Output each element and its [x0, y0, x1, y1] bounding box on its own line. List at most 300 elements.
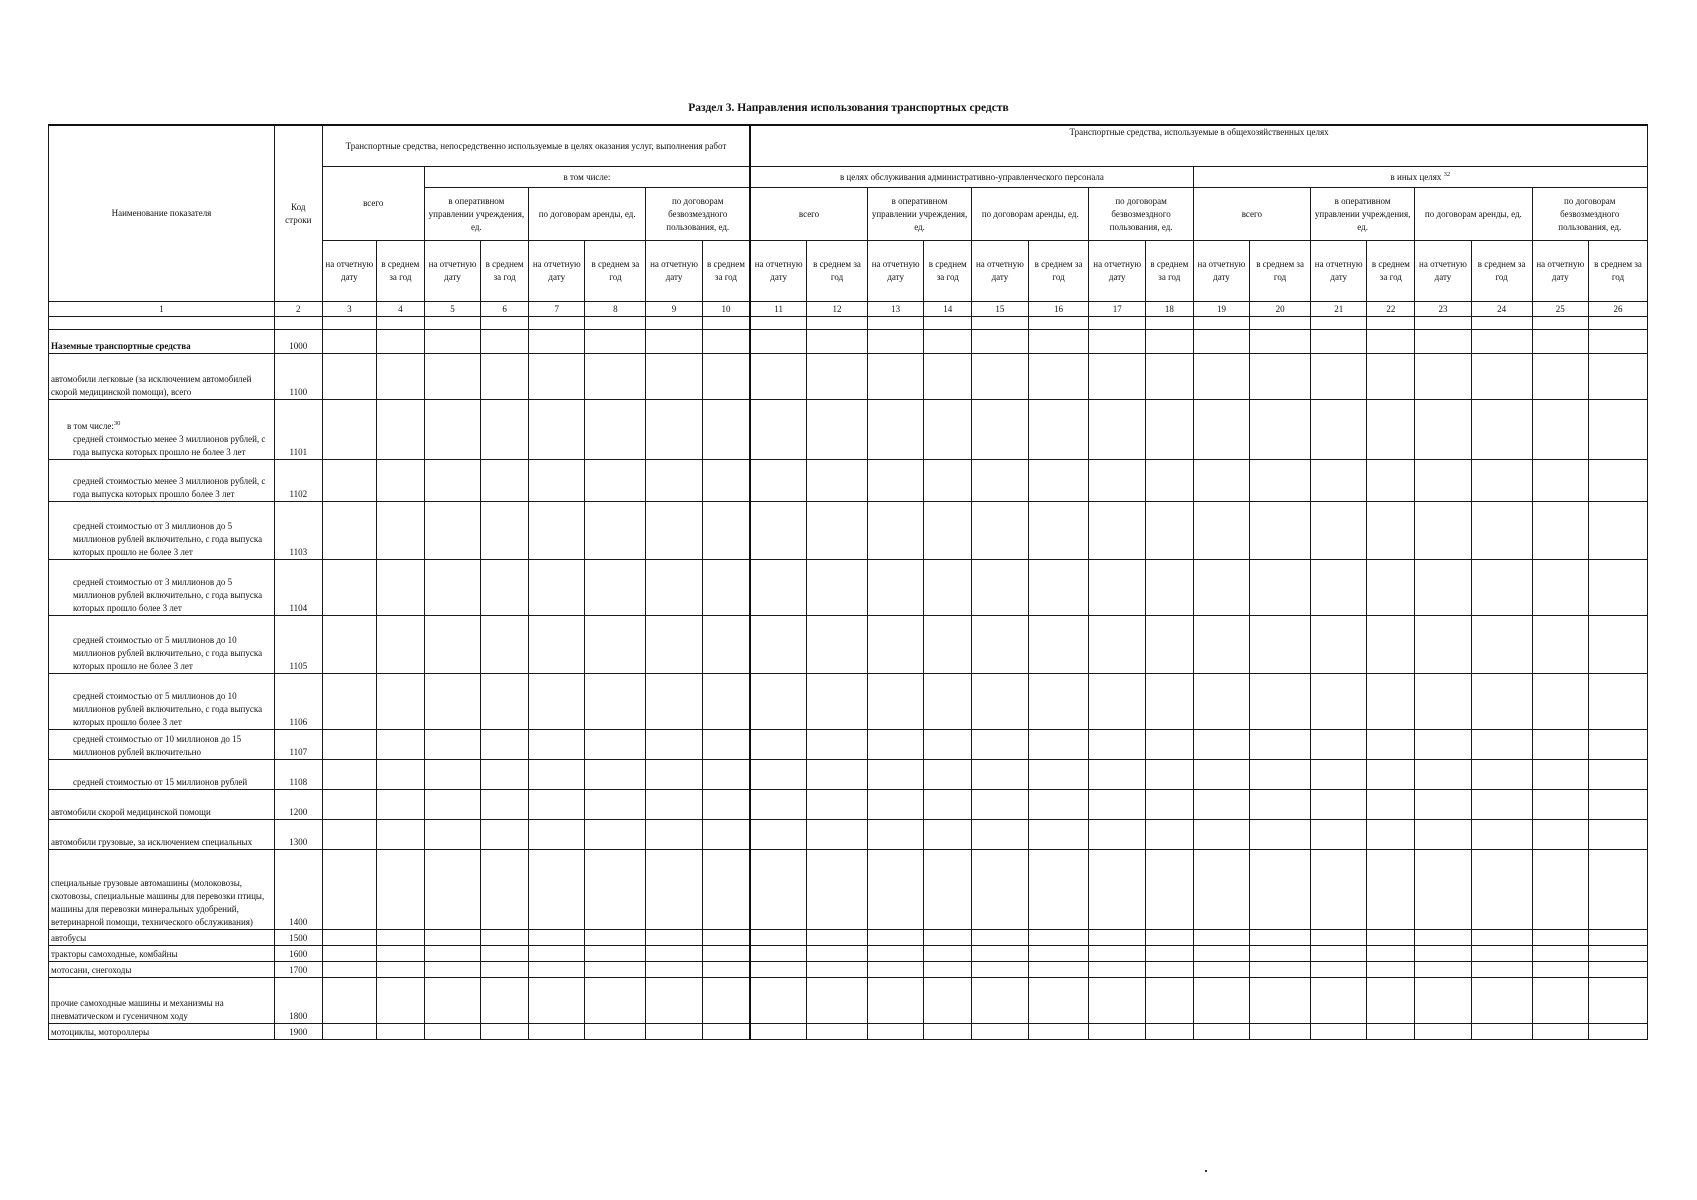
data-cell[interactable]	[585, 760, 646, 790]
data-cell[interactable]	[1471, 930, 1532, 946]
data-cell[interactable]	[807, 978, 868, 1024]
data-cell[interactable]	[1588, 460, 1647, 502]
data-cell[interactable]	[376, 962, 424, 978]
data-cell[interactable]	[1310, 1024, 1366, 1040]
data-cell[interactable]	[646, 730, 702, 760]
data-cell[interactable]	[1089, 1024, 1145, 1040]
data-cell[interactable]	[1028, 978, 1089, 1024]
data-cell[interactable]	[529, 850, 585, 930]
data-cell[interactable]	[481, 946, 529, 962]
data-cell[interactable]	[867, 616, 923, 674]
data-cell[interactable]	[529, 930, 585, 946]
data-cell[interactable]	[750, 760, 806, 790]
data-cell[interactable]	[529, 790, 585, 820]
data-cell[interactable]	[702, 962, 750, 978]
data-cell[interactable]	[807, 616, 868, 674]
data-cell[interactable]	[529, 820, 585, 850]
data-cell[interactable]	[1145, 760, 1193, 790]
data-cell[interactable]	[1471, 962, 1532, 978]
data-cell[interactable]	[1367, 790, 1415, 820]
data-cell[interactable]	[1588, 760, 1647, 790]
data-cell[interactable]	[1028, 400, 1089, 460]
data-cell[interactable]	[322, 460, 376, 502]
data-cell[interactable]	[376, 616, 424, 674]
data-cell[interactable]	[1310, 978, 1366, 1024]
data-cell[interactable]	[376, 978, 424, 1024]
data-cell[interactable]	[1415, 790, 1471, 820]
data-cell[interactable]	[807, 400, 868, 460]
data-cell[interactable]	[750, 502, 806, 560]
data-cell[interactable]	[972, 502, 1028, 560]
data-cell[interactable]	[1145, 790, 1193, 820]
data-cell[interactable]	[1310, 354, 1366, 400]
data-cell[interactable]	[1415, 502, 1471, 560]
data-cell[interactable]	[972, 790, 1028, 820]
data-cell[interactable]	[1310, 790, 1366, 820]
data-cell[interactable]	[867, 760, 923, 790]
data-cell[interactable]	[1250, 850, 1311, 930]
data-cell[interactable]	[322, 850, 376, 930]
data-cell[interactable]	[1250, 730, 1311, 760]
data-cell[interactable]	[1193, 962, 1249, 978]
data-cell[interactable]	[481, 330, 529, 354]
data-cell[interactable]	[1193, 730, 1249, 760]
data-cell[interactable]	[1310, 502, 1366, 560]
data-cell[interactable]	[867, 560, 923, 616]
data-cell[interactable]	[972, 820, 1028, 850]
data-cell[interactable]	[646, 354, 702, 400]
data-cell[interactable]	[1089, 930, 1145, 946]
data-cell[interactable]	[529, 760, 585, 790]
data-cell[interactable]	[1250, 978, 1311, 1024]
data-cell[interactable]	[1028, 460, 1089, 502]
data-cell[interactable]	[529, 978, 585, 1024]
data-cell[interactable]	[750, 674, 806, 730]
data-cell[interactable]	[1193, 790, 1249, 820]
data-cell[interactable]	[750, 1024, 806, 1040]
data-cell[interactable]	[481, 978, 529, 1024]
data-cell[interactable]	[972, 330, 1028, 354]
data-cell[interactable]	[1028, 730, 1089, 760]
data-cell[interactable]	[1193, 850, 1249, 930]
data-cell[interactable]	[1471, 820, 1532, 850]
data-cell[interactable]	[750, 560, 806, 616]
data-cell[interactable]	[1310, 460, 1366, 502]
data-cell[interactable]	[481, 730, 529, 760]
data-cell[interactable]	[529, 962, 585, 978]
data-cell[interactable]	[1193, 674, 1249, 730]
data-cell[interactable]	[1367, 730, 1415, 760]
data-cell[interactable]	[376, 560, 424, 616]
data-cell[interactable]	[1145, 616, 1193, 674]
data-cell[interactable]	[1250, 460, 1311, 502]
data-cell[interactable]	[585, 460, 646, 502]
data-cell[interactable]	[1532, 978, 1588, 1024]
data-cell[interactable]	[424, 502, 480, 560]
data-cell[interactable]	[376, 1024, 424, 1040]
data-cell[interactable]	[585, 1024, 646, 1040]
data-cell[interactable]	[750, 850, 806, 930]
data-cell[interactable]	[376, 400, 424, 460]
data-cell[interactable]	[867, 946, 923, 962]
data-cell[interactable]	[1532, 730, 1588, 760]
data-cell[interactable]	[972, 962, 1028, 978]
data-cell[interactable]	[1588, 354, 1647, 400]
data-cell[interactable]	[1145, 460, 1193, 502]
data-cell[interactable]	[1588, 560, 1647, 616]
data-cell[interactable]	[1367, 946, 1415, 962]
data-cell[interactable]	[702, 616, 750, 674]
data-cell[interactable]	[1089, 962, 1145, 978]
data-cell[interactable]	[1310, 930, 1366, 946]
data-cell[interactable]	[1367, 760, 1415, 790]
data-cell[interactable]	[807, 946, 868, 962]
data-cell[interactable]	[424, 850, 480, 930]
data-cell[interactable]	[1310, 400, 1366, 460]
data-cell[interactable]	[1471, 730, 1532, 760]
data-cell[interactable]	[1471, 946, 1532, 962]
data-cell[interactable]	[424, 978, 480, 1024]
data-cell[interactable]	[1367, 460, 1415, 502]
data-cell[interactable]	[529, 616, 585, 674]
data-cell[interactable]	[424, 930, 480, 946]
data-cell[interactable]	[1028, 760, 1089, 790]
data-cell[interactable]	[322, 560, 376, 616]
data-cell[interactable]	[481, 616, 529, 674]
data-cell[interactable]	[1089, 354, 1145, 400]
data-cell[interactable]	[702, 820, 750, 850]
data-cell[interactable]	[1089, 760, 1145, 790]
data-cell[interactable]	[1415, 978, 1471, 1024]
data-cell[interactable]	[1250, 560, 1311, 616]
data-cell[interactable]	[424, 820, 480, 850]
data-cell[interactable]	[1250, 930, 1311, 946]
data-cell[interactable]	[1532, 930, 1588, 946]
data-cell[interactable]	[1089, 978, 1145, 1024]
data-cell[interactable]	[481, 760, 529, 790]
data-cell[interactable]	[1089, 616, 1145, 674]
data-cell[interactable]	[529, 560, 585, 616]
data-cell[interactable]	[1028, 354, 1089, 400]
data-cell[interactable]	[585, 946, 646, 962]
data-cell[interactable]	[867, 354, 923, 400]
data-cell[interactable]	[867, 930, 923, 946]
data-cell[interactable]	[1532, 674, 1588, 730]
data-cell[interactable]	[585, 354, 646, 400]
data-cell[interactable]	[1145, 674, 1193, 730]
data-cell[interactable]	[376, 460, 424, 502]
data-cell[interactable]	[1588, 790, 1647, 820]
data-cell[interactable]	[867, 502, 923, 560]
data-cell[interactable]	[1193, 1024, 1249, 1040]
data-cell[interactable]	[924, 760, 972, 790]
data-cell[interactable]	[807, 354, 868, 400]
data-cell[interactable]	[585, 560, 646, 616]
data-cell[interactable]	[481, 1024, 529, 1040]
data-cell[interactable]	[867, 978, 923, 1024]
data-cell[interactable]	[702, 978, 750, 1024]
data-cell[interactable]	[1028, 962, 1089, 978]
data-cell[interactable]	[924, 502, 972, 560]
data-cell[interactable]	[376, 674, 424, 730]
data-cell[interactable]	[1145, 820, 1193, 850]
data-cell[interactable]	[1588, 850, 1647, 930]
data-cell[interactable]	[1250, 760, 1311, 790]
data-cell[interactable]	[924, 400, 972, 460]
data-cell[interactable]	[807, 674, 868, 730]
data-cell[interactable]	[702, 674, 750, 730]
data-cell[interactable]	[1250, 616, 1311, 674]
data-cell[interactable]	[1471, 616, 1532, 674]
data-cell[interactable]	[1250, 790, 1311, 820]
data-cell[interactable]	[376, 820, 424, 850]
data-cell[interactable]	[646, 674, 702, 730]
data-cell[interactable]	[924, 730, 972, 760]
data-cell[interactable]	[924, 790, 972, 820]
data-cell[interactable]	[1415, 674, 1471, 730]
data-cell[interactable]	[807, 730, 868, 760]
data-cell[interactable]	[376, 330, 424, 354]
data-cell[interactable]	[424, 760, 480, 790]
data-cell[interactable]	[1588, 1024, 1647, 1040]
data-cell[interactable]	[1250, 1024, 1311, 1040]
data-cell[interactable]	[750, 946, 806, 962]
data-cell[interactable]	[585, 330, 646, 354]
data-cell[interactable]	[1089, 460, 1145, 502]
data-cell[interactable]	[750, 354, 806, 400]
data-cell[interactable]	[646, 502, 702, 560]
data-cell[interactable]	[1089, 850, 1145, 930]
data-cell[interactable]	[585, 674, 646, 730]
data-cell[interactable]	[1532, 460, 1588, 502]
data-cell[interactable]	[807, 502, 868, 560]
data-cell[interactable]	[972, 930, 1028, 946]
data-cell[interactable]	[529, 946, 585, 962]
data-cell[interactable]	[1028, 946, 1089, 962]
data-cell[interactable]	[585, 730, 646, 760]
data-cell[interactable]	[750, 730, 806, 760]
data-cell[interactable]	[322, 790, 376, 820]
data-cell[interactable]	[1310, 560, 1366, 616]
data-cell[interactable]	[1250, 962, 1311, 978]
data-cell[interactable]	[924, 330, 972, 354]
data-cell[interactable]	[1193, 330, 1249, 354]
data-cell[interactable]	[972, 616, 1028, 674]
data-cell[interactable]	[702, 560, 750, 616]
data-cell[interactable]	[1532, 400, 1588, 460]
data-cell[interactable]	[1250, 354, 1311, 400]
data-cell[interactable]	[924, 354, 972, 400]
data-cell[interactable]	[1145, 330, 1193, 354]
data-cell[interactable]	[924, 616, 972, 674]
data-cell[interactable]	[702, 460, 750, 502]
data-cell[interactable]	[702, 354, 750, 400]
data-cell[interactable]	[1415, 820, 1471, 850]
data-cell[interactable]	[1028, 330, 1089, 354]
data-cell[interactable]	[924, 930, 972, 946]
data-cell[interactable]	[1532, 502, 1588, 560]
data-cell[interactable]	[1310, 850, 1366, 930]
data-cell[interactable]	[1471, 460, 1532, 502]
data-cell[interactable]	[867, 400, 923, 460]
data-cell[interactable]	[1145, 930, 1193, 946]
data-cell[interactable]	[972, 354, 1028, 400]
data-cell[interactable]	[1367, 616, 1415, 674]
data-cell[interactable]	[1367, 978, 1415, 1024]
data-cell[interactable]	[424, 330, 480, 354]
data-cell[interactable]	[376, 760, 424, 790]
data-cell[interactable]	[972, 1024, 1028, 1040]
data-cell[interactable]	[1028, 820, 1089, 850]
data-cell[interactable]	[424, 400, 480, 460]
data-cell[interactable]	[807, 1024, 868, 1040]
data-cell[interactable]	[376, 930, 424, 946]
data-cell[interactable]	[1415, 460, 1471, 502]
data-cell[interactable]	[1089, 790, 1145, 820]
data-cell[interactable]	[322, 400, 376, 460]
data-cell[interactable]	[1588, 674, 1647, 730]
data-cell[interactable]	[1089, 674, 1145, 730]
data-cell[interactable]	[322, 946, 376, 962]
data-cell[interactable]	[1310, 730, 1366, 760]
data-cell[interactable]	[1532, 330, 1588, 354]
data-cell[interactable]	[481, 400, 529, 460]
data-cell[interactable]	[322, 962, 376, 978]
data-cell[interactable]	[1193, 616, 1249, 674]
data-cell[interactable]	[750, 400, 806, 460]
data-cell[interactable]	[1532, 946, 1588, 962]
data-cell[interactable]	[702, 760, 750, 790]
data-cell[interactable]	[972, 946, 1028, 962]
data-cell[interactable]	[1145, 560, 1193, 616]
data-cell[interactable]	[322, 820, 376, 850]
data-cell[interactable]	[529, 330, 585, 354]
data-cell[interactable]	[585, 502, 646, 560]
data-cell[interactable]	[1532, 354, 1588, 400]
data-cell[interactable]	[1193, 560, 1249, 616]
data-cell[interactable]	[1367, 502, 1415, 560]
data-cell[interactable]	[1145, 502, 1193, 560]
data-cell[interactable]	[585, 962, 646, 978]
data-cell[interactable]	[702, 730, 750, 760]
data-cell[interactable]	[1588, 400, 1647, 460]
data-cell[interactable]	[1193, 930, 1249, 946]
data-cell[interactable]	[1193, 760, 1249, 790]
data-cell[interactable]	[424, 730, 480, 760]
data-cell[interactable]	[1471, 790, 1532, 820]
data-cell[interactable]	[750, 962, 806, 978]
data-cell[interactable]	[1471, 1024, 1532, 1040]
data-cell[interactable]	[1471, 330, 1532, 354]
data-cell[interactable]	[1145, 850, 1193, 930]
data-cell[interactable]	[1145, 962, 1193, 978]
data-cell[interactable]	[1367, 930, 1415, 946]
data-cell[interactable]	[585, 820, 646, 850]
data-cell[interactable]	[1193, 978, 1249, 1024]
data-cell[interactable]	[376, 946, 424, 962]
data-cell[interactable]	[1415, 930, 1471, 946]
data-cell[interactable]	[807, 460, 868, 502]
data-cell[interactable]	[702, 330, 750, 354]
data-cell[interactable]	[1415, 560, 1471, 616]
data-cell[interactable]	[1367, 850, 1415, 930]
data-cell[interactable]	[972, 978, 1028, 1024]
data-cell[interactable]	[376, 354, 424, 400]
data-cell[interactable]	[1028, 560, 1089, 616]
data-cell[interactable]	[702, 502, 750, 560]
data-cell[interactable]	[1532, 1024, 1588, 1040]
data-cell[interactable]	[1250, 674, 1311, 730]
data-cell[interactable]	[1367, 820, 1415, 850]
data-cell[interactable]	[702, 790, 750, 820]
data-cell[interactable]	[1145, 400, 1193, 460]
data-cell[interactable]	[1532, 962, 1588, 978]
data-cell[interactable]	[750, 790, 806, 820]
data-cell[interactable]	[1471, 354, 1532, 400]
data-cell[interactable]	[750, 460, 806, 502]
data-cell[interactable]	[529, 674, 585, 730]
data-cell[interactable]	[750, 616, 806, 674]
data-cell[interactable]	[1310, 616, 1366, 674]
data-cell[interactable]	[1471, 560, 1532, 616]
data-cell[interactable]	[424, 946, 480, 962]
data-cell[interactable]	[322, 354, 376, 400]
data-cell[interactable]	[1310, 946, 1366, 962]
data-cell[interactable]	[424, 560, 480, 616]
data-cell[interactable]	[481, 674, 529, 730]
data-cell[interactable]	[481, 502, 529, 560]
data-cell[interactable]	[1145, 1024, 1193, 1040]
data-cell[interactable]	[1415, 946, 1471, 962]
data-cell[interactable]	[807, 760, 868, 790]
data-cell[interactable]	[807, 330, 868, 354]
data-cell[interactable]	[1367, 962, 1415, 978]
data-cell[interactable]	[322, 930, 376, 946]
data-cell[interactable]	[1367, 400, 1415, 460]
data-cell[interactable]	[646, 930, 702, 946]
data-cell[interactable]	[807, 820, 868, 850]
data-cell[interactable]	[1193, 354, 1249, 400]
data-cell[interactable]	[1145, 730, 1193, 760]
data-cell[interactable]	[1193, 460, 1249, 502]
data-cell[interactable]	[1415, 962, 1471, 978]
data-cell[interactable]	[646, 946, 702, 962]
data-cell[interactable]	[1367, 330, 1415, 354]
data-cell[interactable]	[1471, 400, 1532, 460]
data-cell[interactable]	[1250, 400, 1311, 460]
data-cell[interactable]	[481, 820, 529, 850]
data-cell[interactable]	[1193, 502, 1249, 560]
data-cell[interactable]	[376, 730, 424, 760]
data-cell[interactable]	[424, 790, 480, 820]
data-cell[interactable]	[646, 790, 702, 820]
data-cell[interactable]	[867, 790, 923, 820]
data-cell[interactable]	[1089, 330, 1145, 354]
data-cell[interactable]	[972, 560, 1028, 616]
data-cell[interactable]	[1415, 760, 1471, 790]
data-cell[interactable]	[646, 560, 702, 616]
data-cell[interactable]	[322, 330, 376, 354]
data-cell[interactable]	[924, 962, 972, 978]
data-cell[interactable]	[424, 674, 480, 730]
data-cell[interactable]	[972, 674, 1028, 730]
data-cell[interactable]	[1415, 400, 1471, 460]
data-cell[interactable]	[1089, 560, 1145, 616]
data-cell[interactable]	[1028, 616, 1089, 674]
data-cell[interactable]	[972, 730, 1028, 760]
data-cell[interactable]	[1028, 502, 1089, 560]
data-cell[interactable]	[646, 616, 702, 674]
